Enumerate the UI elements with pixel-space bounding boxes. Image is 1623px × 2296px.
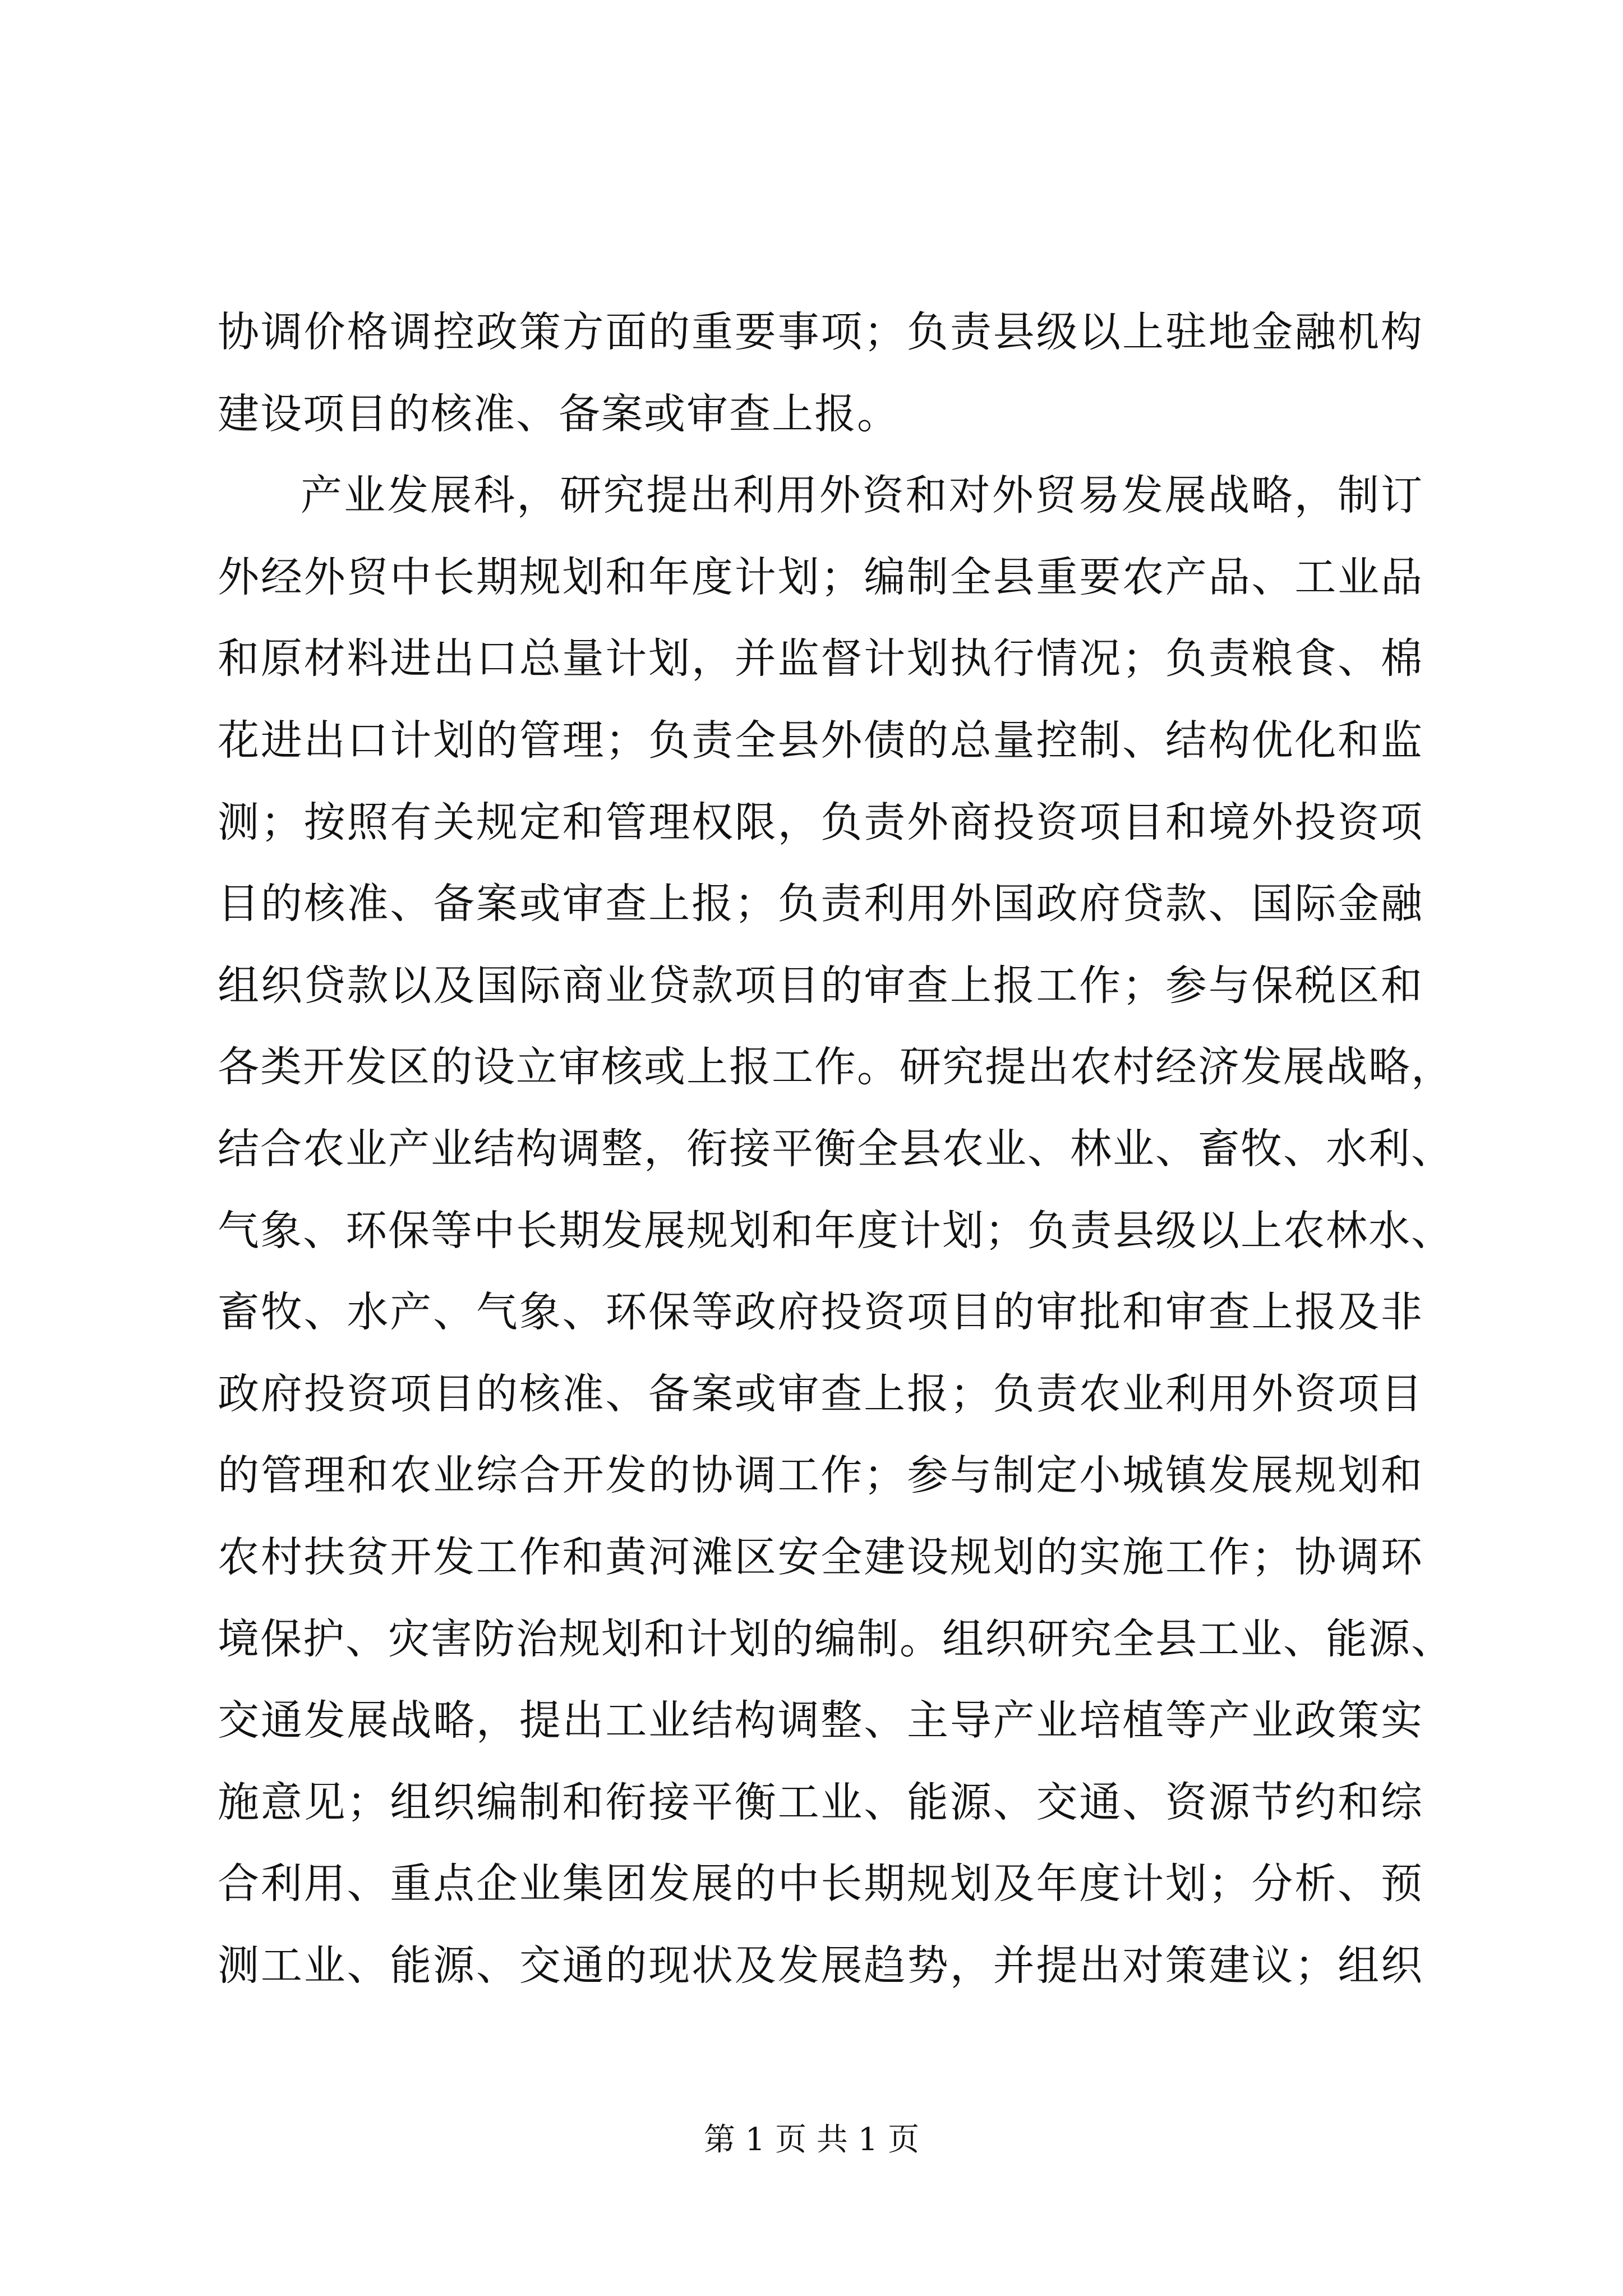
text-line: 和原材料进出口总量计划，并监督计划执行情况；负责粮食、棉: [218, 634, 1423, 683]
text-line: 目的核准、备案或审查上报；负责利用外国政府贷款、国际金融: [218, 880, 1423, 928]
text-line: 的管理和农业综合开发的协调工作；参与制定小城镇发展规划和: [218, 1451, 1423, 1500]
text-line: 测；按照有关规定和管理权限，负责外商投资项目和境外投资项: [218, 798, 1423, 846]
text-line: 施意见；组织编制和衔接平衡工业、能源、交通、资源节约和综: [218, 1778, 1423, 1826]
text-line: 建设项目的核准、备案或审查上报。: [218, 389, 900, 438]
text-line: 花进出口计划的管理；负责全县外债的总量控制、结构优化和监: [218, 716, 1423, 765]
text-line: 合利用、重点企业集团发展的中长期规划及年度计划；分析、预: [218, 1860, 1423, 1908]
text-line: 气象、环保等中长期发展规划和年度计划；负责县级以上农林水、: [218, 1206, 1454, 1255]
text-line: 测工业、能源、交通的现状及发展趋势，并提出对策建议；组织: [218, 1941, 1423, 1990]
text-line: 政府投资项目的核准、备案或审查上报；负责农业利用外资项目: [218, 1369, 1423, 1418]
page-footer: 第 1 页 共 1 页: [703, 2122, 920, 2158]
text-line: 产业发展科，研究提出利用外资和对外贸易发展战略，制订: [301, 471, 1423, 520]
text-line: 结合农业产业结构调整，衔接平衡全县农业、林业、畜牧、水利、: [218, 1124, 1454, 1173]
text-line: 农村扶贫开发工作和黄河滩区安全建设规划的实施工作；协调环: [218, 1533, 1423, 1581]
text-line: 组织贷款以及国际商业贷款项目的审查上报工作；参与保税区和: [218, 961, 1423, 1010]
document-body: [218, 292, 1454, 2007]
text-line: 交通发展战略，提出工业结构调整、主导产业培植等产业政策实: [218, 1696, 1423, 1745]
text-line: 各类开发区的设立审核或上报工作。研究提出农村经济发展战略，: [218, 1043, 1454, 1092]
text-line: 外经外贸中长期规划和年度计划；编制全县重要农产品、工业品: [218, 553, 1423, 601]
text-line: 畜牧、水产、气象、环保等政府投资项目的审批和审查上报及非: [218, 1288, 1423, 1337]
text-line: 境保护、灾害防治规划和计划的编制。组织研究全县工业、能源、: [218, 1614, 1454, 1663]
text-line: 协调价格调控政策方面的重要事项；负责县级以上驻地金融机构: [218, 308, 1423, 356]
